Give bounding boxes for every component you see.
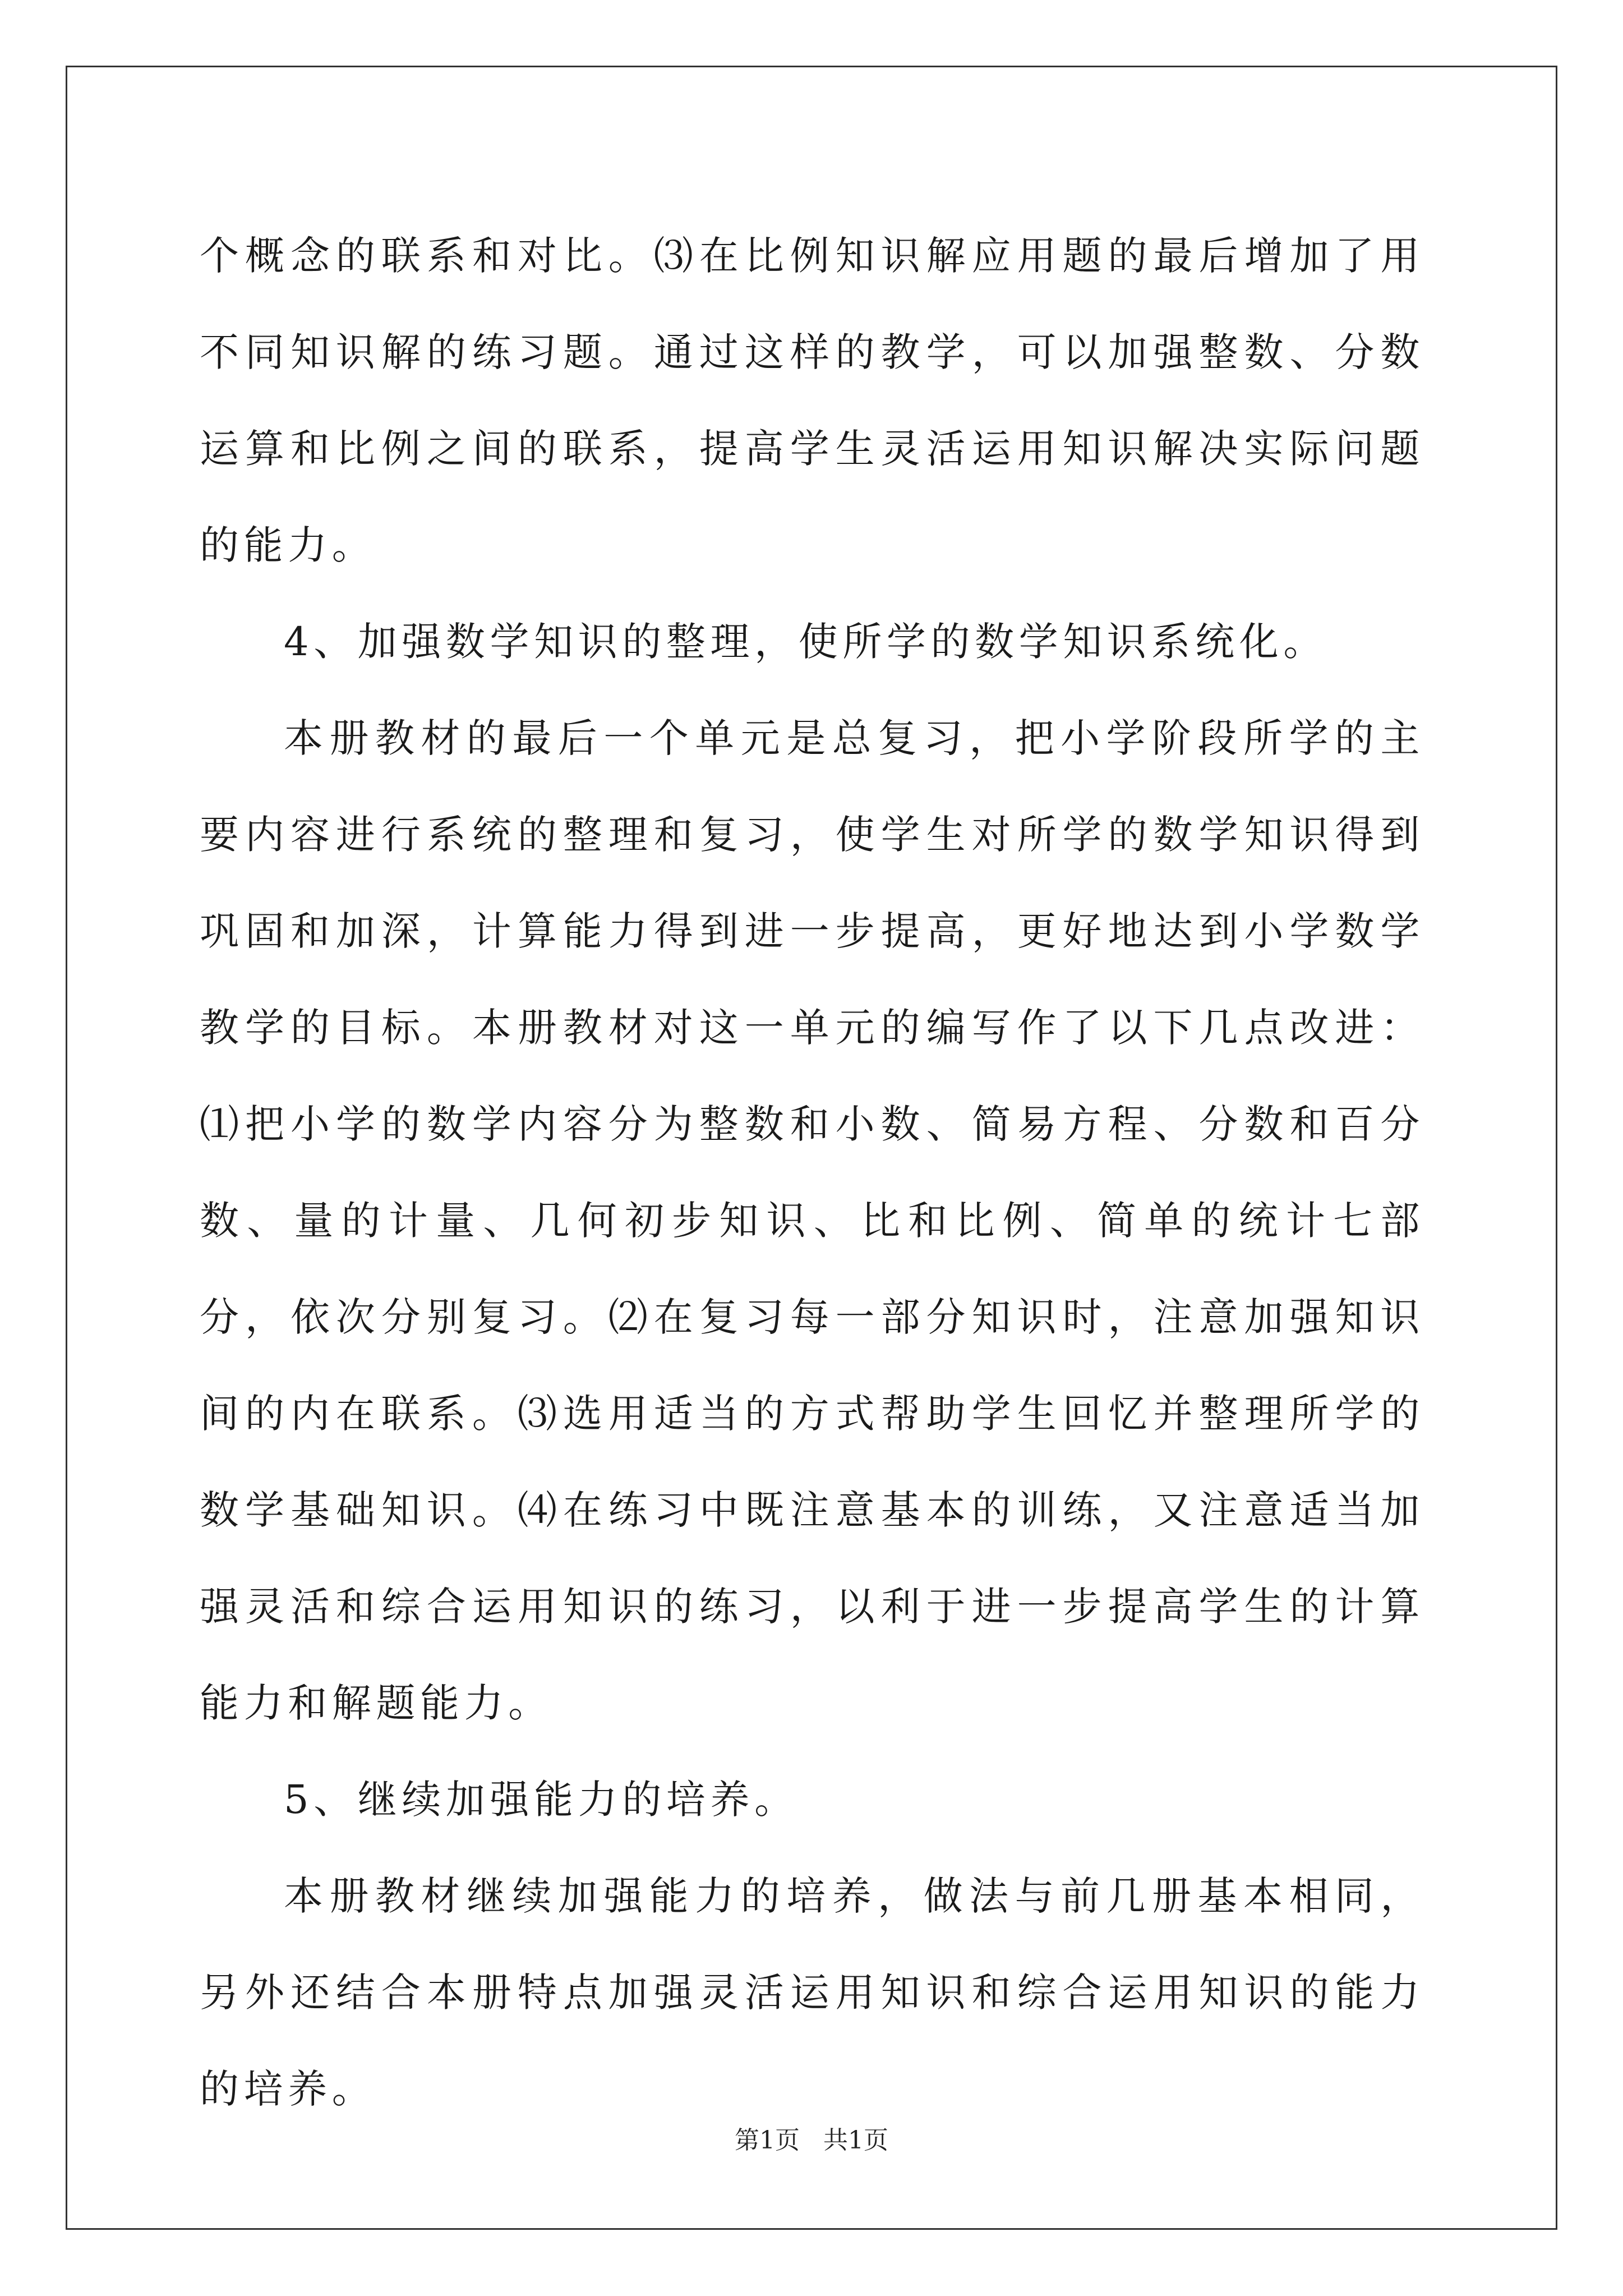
- paragraph-general-review: 本册教材的最后一个单元是总复习，把小学阶段所学的主要内容进行系统的整理和复习，使学生对所学的数学知识得到巩固和加深，计算能力得到进一步提高，更好地达到小学数学教学的目标。本册教材对这一单元的编写作了以下几点改进：⑴把小学的数学内容分为整数和小数、简易方程、分数和百分数、量的计量、几何初步知识、比和比例、简单的统计七部分，依次分别复习。⑵在复习每一部分知识时，注意加强知识间的内在联系。⑶选用适当的方式帮助学生回忆并整理所学的数学基础知识。⑷在练习中既注意基本的训练，又注意适当加强灵活和综合运用知识的练习，以利于进一步提高学生的计算能力和解题能力。: [200, 715, 1424, 1726]
- heading-knowledge-organization: 4、加强数学知识的整理，使所学的数学知识系统化。: [284, 619, 1327, 665]
- paragraph-concept-links: 个概念的联系和对比。⑶在比例知识解应用题的最后增加了用不同知识解的练习题。通过这样的教学，可以加强整数、分数运算和比例之间的联系，提高学生灵活运用知识解决实际问题的能力。: [200, 233, 1424, 568]
- paragraph-ability-training: 本册教材继续加强能力的培养，做法与前几册基本相同，另外还结合本册特点加强灵活运用知识和综合运用知识的能力的培养。: [200, 1873, 1424, 2112]
- document-body: [200, 208, 1424, 2137]
- heading-ability-training: 5、继续加强能力的培养。: [284, 1777, 799, 1823]
- page-number-footer: 第1页 共1页: [735, 2126, 888, 2155]
